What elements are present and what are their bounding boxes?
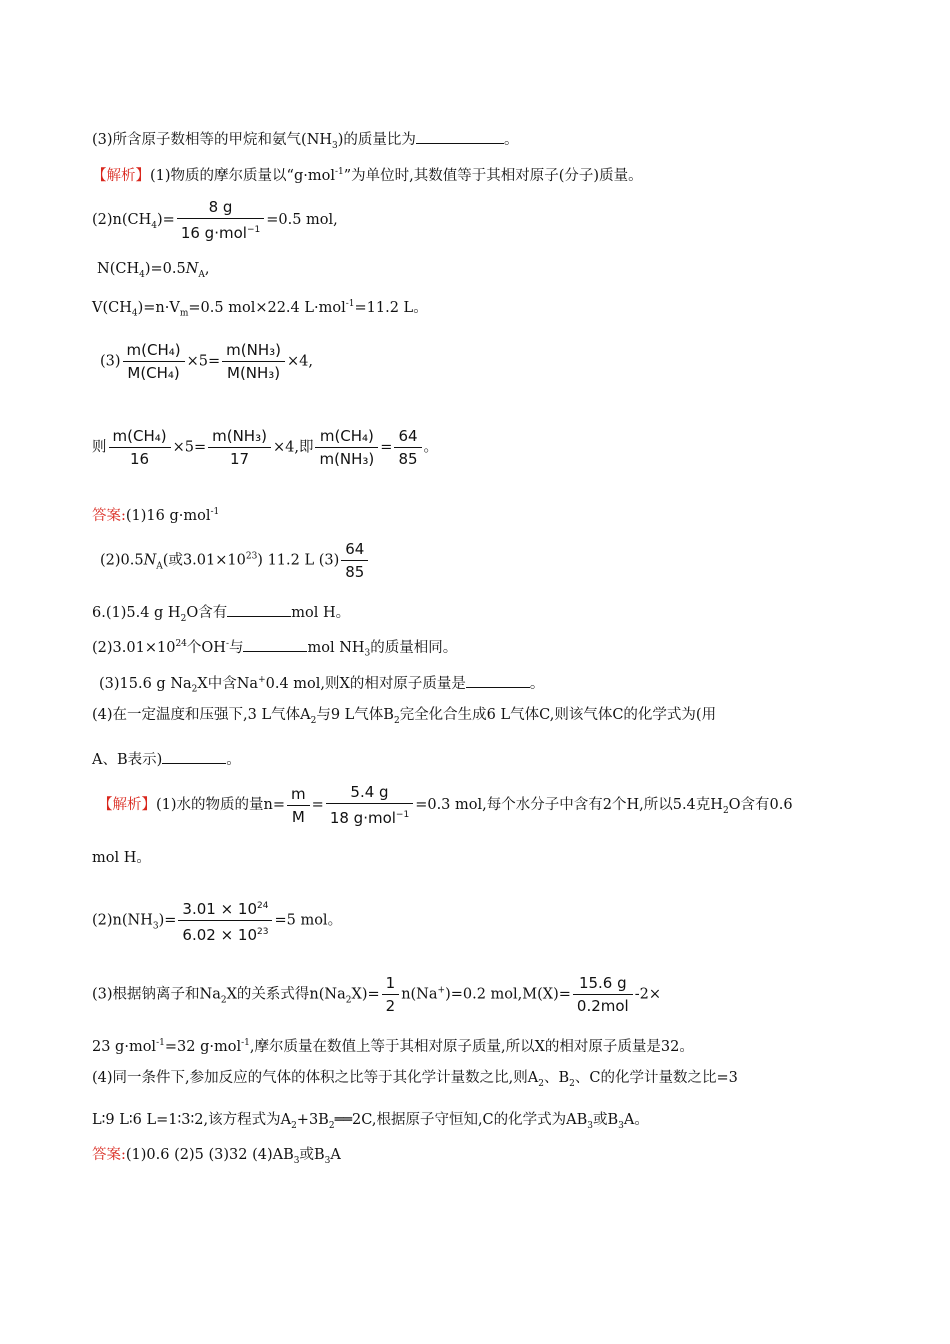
analysis-3: (3) $\frac{\text{m(CH₄)}}{\text{M(CH₄)}}$ ×5= $\frac{\text{m(NH₃)}}{\text{M(NH₃)}}$ ×4,: [100, 341, 313, 382]
fraction: $\frac{m}{M}$: [287, 783, 310, 828]
question-6-4: (4)在一定温度和压强下,3 L气体$A_2$与9 L气体$B_2$完全化合生成6 L气体C,则该气体C的化学式为(用: [92, 707, 717, 726]
answer-blank: [243, 635, 307, 652]
analysis-6-4-cont: L∶9 L∶6 L=1∶3∶2,该方程式为$A_2+3B_2══2C$,根据原子守恒知,C的化学式为$AB_3$或$B_3A$。: [92, 1112, 649, 1131]
fraction: $\frac{3.01 \times 10^{24}}{6.02 \times 10^{23}}$: [178, 895, 272, 946]
analysis-6-3: (3)根据钠离子和$Na_2X$的关系式得$n(Na_2X)=$ $\frac{1}{2}$ n(Na+)=0.2 mol,M(X)= $\frac{15.6 g}{\text{0.2mol}}$ -2×: [92, 974, 661, 1015]
fraction: $\frac{\text{m(CH₄)}}{\text{M(CH₄)}}$: [123, 339, 185, 384]
answer-blank: [466, 671, 530, 688]
analysis-6-4: (4)同一条件下,参加反应的气体的体积之比等于其化学计量数之比,则$A_2$、$B_2$、C的化学计量数之比=3: [92, 1070, 738, 1089]
fraction: $\frac{64}{85}$: [394, 425, 421, 470]
analysis-6-2: $(2)n(NH_3)=$ $\frac{3.01 \times 10^{24}}{6.02 \times 10^{23}}$ =5 mol。: [92, 895, 342, 946]
fraction: $\frac{64}{85}$: [341, 538, 368, 583]
analysis-6-3-cont: 23 g·mol$^{-1}$=32 g·mol$^{-1}$,摩尔质量在数值上等于其相对原子质量,所以X的相对原子质量是32。: [92, 1038, 694, 1055]
then-line: 则 $\frac{\text{m(CH₄)}}{16}$ ×5= $\frac{\text{m(NH₃)}}{17}$ ×4,即 $\frac{\text{m(CH₄)}}{\text{m(NH₃)}}$ = $\frac{64}{85}$ 。: [92, 427, 439, 468]
answer-blank: [416, 127, 504, 144]
answer-5-2: $(2)0.5N_A$(或$3.01\times 10^{23}$) 11.2 L (3) $\frac{64}{85}$: [100, 538, 370, 583]
analysis-label: 【解析】: [98, 797, 156, 813]
answer-blank: [227, 600, 291, 617]
answer-label: 答案:: [92, 1147, 126, 1163]
fraction: $\frac{\text{m(CH₄)}}{\text{m(NH₃)}}$: [315, 425, 378, 470]
question-6-4-cont: A、B表示) 。: [92, 747, 241, 770]
fraction: $\frac{5.4 g}{18 g\cdot mol^{-1}}$: [326, 781, 413, 829]
answer-6: 答案:(1)0.6 (2)5 (3)32 $(4)AB_3$或$B_3A$: [92, 1147, 341, 1166]
question-5-3: (3)所含原子数相等的甲烷和氨气$(NH_3)$的质量比为 。: [92, 127, 518, 156]
answer-label: 答案:: [92, 507, 126, 524]
analysis-1: 【解析】(1)物质的摩尔质量以“g·mol$^{-1}$”为单位时,其数值等于其相对原子(分子)质量。: [92, 167, 643, 184]
question-6-1: 6.(1)5.4 g $H_2O$含有 mol H。: [92, 600, 350, 629]
fraction: $\frac{15.6 g}{\text{0.2mol}}$: [573, 972, 633, 1017]
fraction: $\frac{\text{m(NH₃)}}{\text{M(NH₃)}}$: [222, 339, 285, 384]
analysis-6-1-cont: mol H。: [92, 850, 151, 866]
answer-blank: [162, 747, 226, 764]
fraction: $\frac{1}{2}$: [382, 972, 400, 1017]
question-6-2: $(2)3.01\times 10^{24}$个OH-与 mol $NH_3$的质量相同。: [92, 634, 457, 664]
fraction: $\frac{\text{m(CH₄)}}{16}$: [109, 425, 171, 470]
question-6-3: (3)15.6 g $Na_2X$中含Na+0.4 mol,则X的相对原子质量是 。: [99, 670, 544, 700]
fraction: $\frac{\text{m(NH₃)}}{17}$: [208, 425, 271, 470]
n-ch4-line: $N(CH_4)=0.5N_A$,: [97, 261, 210, 280]
analysis-6-1: 【解析】(1)水的物质的量n= $\frac{m}{M}$ = $\frac{5.4 g}{18 g\cdot mol^{-1}}$ =0.3 mol,每个水分子中含有2个H,所以5.4克$H_2O$含有0.6: [98, 783, 793, 827]
analysis-label: 【解析】: [92, 167, 150, 184]
v-ch4-line: $V(CH_4)=n\cdot V_m=0.5$ mol×22.4 L·mol$^{-1}$=11.2 L。: [92, 299, 428, 319]
fraction: $\frac{8 g}{16 g\cdot mol^{-1}}$: [177, 196, 264, 244]
analysis-2: $(2)n(CH_4)=$ $\frac{8 g}{16 g\cdot mol^{-1}}$ =0.5 mol,: [92, 198, 338, 242]
answer-5-1: 答案:(1)16 g·mol$^{-1}$: [92, 507, 220, 524]
